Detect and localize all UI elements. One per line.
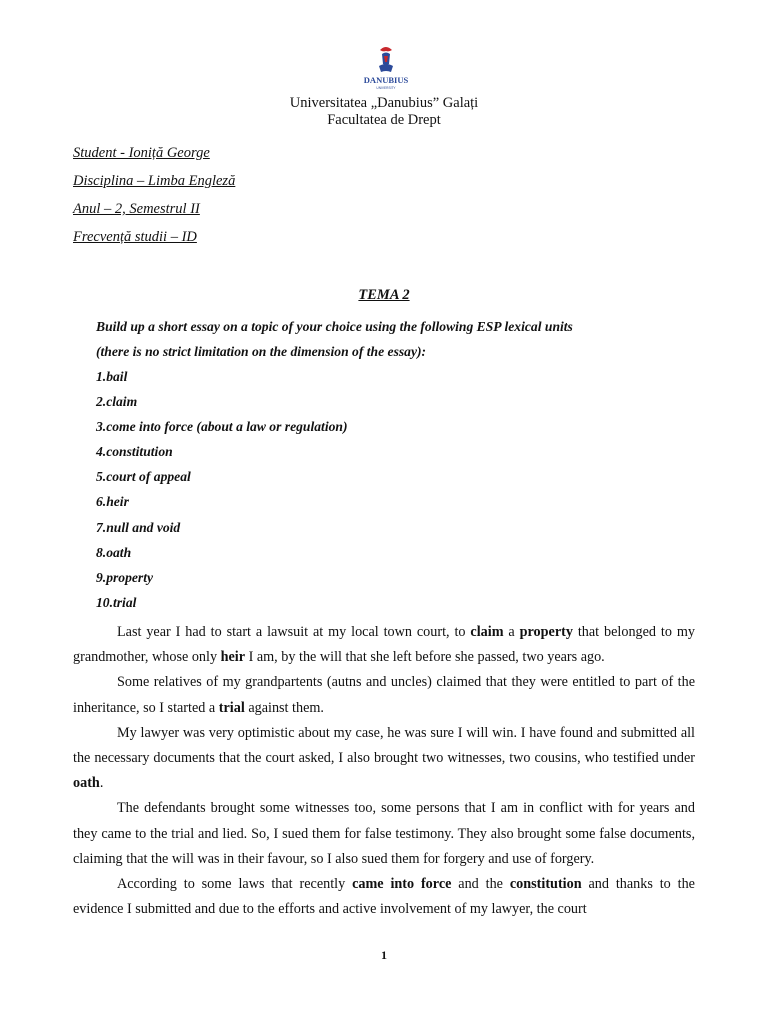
assignment-title: TEMA 2 [358,287,410,303]
essay-body [73,620,695,922]
faculty-name: Facultatea de Drept [327,112,441,128]
keyword: oath [73,775,100,792]
study-frequency: Frecvență studii – ID [73,229,197,245]
term-item: 9.property [96,569,154,585]
term-item: 4.constitution [96,444,173,460]
text-run: Some relatives of my grandpartents (autns and uncles) claimed that they were entitled to part of the inheritance, so I started a [73,674,695,716]
text-run: and thanks to the evidence I submitted and due to the efforts and active involvement of my lawyer, the court [73,876,695,918]
student-name: Student - Ioniță George [73,145,210,161]
text-run: My lawyer was very optimistic about my case, he was sure I will win. I have found and submitted all the necessary documents that the court asked, I also brought two witnesses, two cousins, who testified under [73,724,695,767]
danubius-logo-icon [362,42,410,92]
term-item: 8.oath [96,544,132,560]
university-name: Universitatea „Danubius” Galați [289,95,479,111]
term-list [96,369,347,620]
text-run: that belonged to my grandmother, whose only [73,624,695,666]
term-item: 6.heir [96,494,129,510]
term-item: 2.claim [96,394,138,410]
discipline: Disciplina – Limba Engleză [73,173,236,189]
essay-paragraph-4: The defendants brought some witnesses too, some persons that I am in conflict with for years and they came to the trial and lied. So, I sued them for false testimony. They also brought some false documents, claiming that the will was in their favour, so I also sued them for forgery and use of forgery. [73,800,695,867]
text-run: a [503,624,520,640]
text-run: . [99,775,104,792]
keyword: trial [218,699,245,716]
study-year: Anul – 2, Semestrul II [73,201,200,217]
instruction-line-2: (there is no strict limitation on the dimension of the essay): [96,344,427,359]
instruction-line-1: Build up a short essay on a topic of your choice using the following ESP lexical units [96,319,573,334]
essay-paragraph-5 [73,872,695,922]
text-run: According to some laws that recently [117,876,353,893]
text-run: and the [451,876,510,893]
essay-paragraph-3 [73,721,695,797]
term-item: 5.court of appeal [96,469,191,485]
text-run: against them. [244,699,324,716]
keyword: heir [220,649,246,666]
keyword: claim [470,624,504,640]
keyword: constitution [509,876,582,893]
text-run: Last year I had to start a lawsuit at my local town court, to [117,624,471,640]
essay-paragraph-2 [73,670,695,720]
keyword: property [519,624,573,640]
page-number: 1 [381,948,387,962]
term-item: 7.null and void [96,519,181,535]
keyword: came into force [352,876,452,893]
term-item: 1.bail [96,369,128,384]
logo-subtext: UNIVERSITY [376,86,396,90]
term-item: 10.trial [96,594,137,610]
text-run: I am, by the will that she left before she passed, two years ago. [245,649,605,666]
university-logo [362,42,410,92]
essay-paragraph-1 [73,620,695,670]
term-item: 3.come into force (about a law or regulation) [96,419,348,435]
logo-wordmark: DANUBIUS [363,75,409,85]
